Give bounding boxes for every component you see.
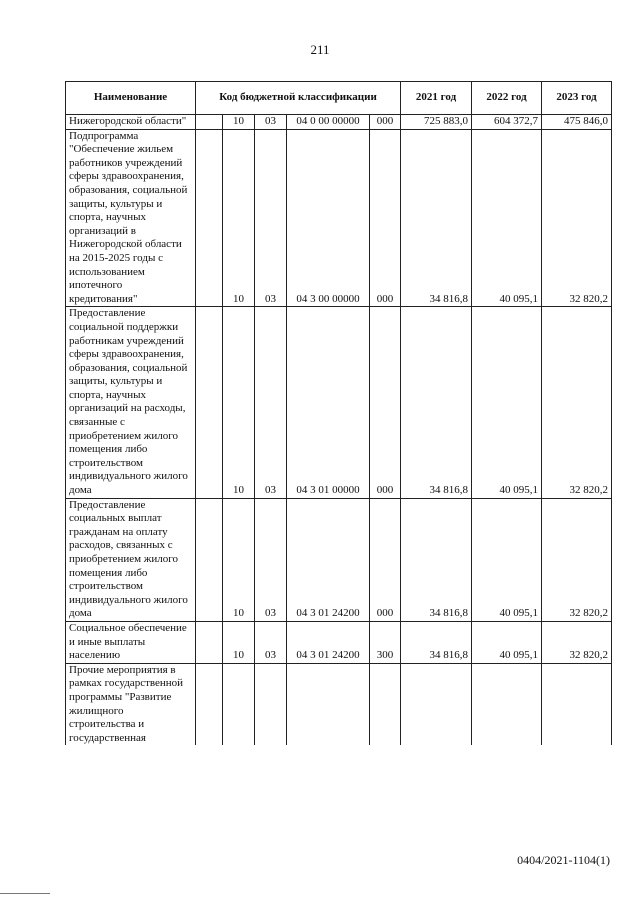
row-name: Прочие мероприятия в рамках государственной программы "Развитие жилищного строительства и государственная [66,663,196,745]
row-target-article: 04 3 00 00000 [287,129,370,307]
header-2021: 2021 год [401,82,472,115]
row-code-blank [196,621,223,663]
header-name: Наименование [66,82,196,115]
table-row [66,498,612,621]
row-expense-type: 300 [370,621,401,663]
row-value-2022: 40 095,1 [472,307,542,498]
row-value-2021: 725 883,0 [401,115,472,130]
row-value-2023: 32 820,2 [542,498,612,621]
row-value-2022: 40 095,1 [472,498,542,621]
scan-mark-line [0,893,50,894]
row-section [223,663,255,745]
row-value-2023: 32 820,2 [542,621,612,663]
row-section: 10 [223,621,255,663]
row-value-2021: 34 816,8 [401,498,472,621]
row-value-2021: 34 816,8 [401,129,472,307]
row-subsection: 03 [255,498,287,621]
page-number: 211 [310,42,330,57]
row-section: 10 [223,129,255,307]
row-code-blank [196,115,223,130]
row-name: Предоставление социальных выплат гражданам на оплату расходов, связанных с приобретением жилого помещения либо строительством индивидуального жилого дома [66,498,196,621]
row-target-article: 04 3 01 24200 [287,498,370,621]
table-row [66,307,612,498]
row-name: Социальное обеспечение и иные выплаты населению [66,621,196,663]
row-value-2023: 32 820,2 [542,307,612,498]
row-code-blank [196,129,223,307]
row-name: Подпрограмма "Обеспечение жильем работников учреждений сферы здравоохранения, образования, социальной защиты, культуры и спорта, научных организаций в Нижегородской области на 2015-2025 годы с использованием ипотечного кредитования" [66,129,196,307]
header-2022: 2022 год [472,82,542,115]
row-target-article: 04 3 01 24200 [287,621,370,663]
row-expense-type: 000 [370,115,401,130]
row-value-2021 [401,663,472,745]
row-subsection: 03 [255,115,287,130]
row-value-2023: 475 846,0 [542,115,612,130]
row-section: 10 [223,498,255,621]
row-value-2022: 40 095,1 [472,621,542,663]
header-2023: 2023 год [542,82,612,115]
row-value-2021: 34 816,8 [401,621,472,663]
row-expense-type [370,663,401,745]
row-value-2022: 604 372,7 [472,115,542,130]
header-code: Код бюджетной классификации [196,82,401,115]
row-code-blank [196,498,223,621]
row-subsection: 03 [255,621,287,663]
table-row [66,663,612,745]
row-code-blank [196,663,223,745]
row-value-2023 [542,663,612,745]
table-row [66,115,612,130]
row-target-article [287,663,370,745]
row-section: 10 [223,307,255,498]
row-value-2022: 40 095,1 [472,129,542,307]
row-expense-type: 000 [370,307,401,498]
row-code-blank [196,307,223,498]
row-value-2023: 32 820,2 [542,129,612,307]
row-name: Предоставление социальной поддержки работникам учреждений сферы здравоохранения, образования, социальной защиты, культуры и спорта, научных организаций на расходы, связанные с приобретением жилого помещения либо строительством индивидуального жилого дома [66,307,196,498]
row-target-article: 04 3 01 00000 [287,307,370,498]
document-code: 0404/2021-1104(1) [517,853,610,867]
table-row [66,129,612,307]
row-expense-type: 000 [370,129,401,307]
row-section: 10 [223,115,255,130]
row-expense-type: 000 [370,498,401,621]
budget-table [65,81,612,745]
row-subsection [255,663,287,745]
table-row [66,621,612,663]
row-target-article: 04 0 00 00000 [287,115,370,130]
row-value-2022 [472,663,542,745]
row-subsection: 03 [255,307,287,498]
table-header-row [66,82,612,115]
row-name: Нижегородской области" [66,115,196,130]
row-value-2021: 34 816,8 [401,307,472,498]
row-subsection: 03 [255,129,287,307]
